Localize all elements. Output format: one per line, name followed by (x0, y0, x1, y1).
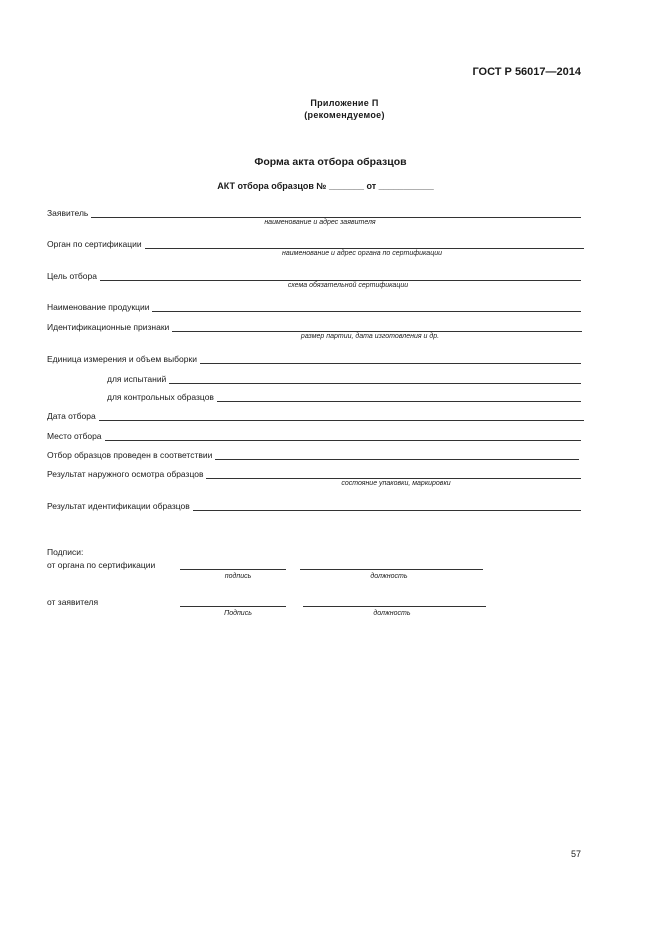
sign-line-applicant[interactable] (180, 605, 286, 607)
fill-line[interactable] (172, 322, 582, 332)
field-ident (47, 320, 582, 332)
appendix-title: Приложение П (310, 98, 379, 108)
field-label: Идентификационные признаки (47, 322, 170, 332)
fill-line[interactable] (169, 374, 581, 384)
hint-purpose: схема обязательной сертификации (287, 282, 409, 289)
fill-line[interactable] (99, 411, 584, 421)
hint-cert-body: наименование и адрес органа по сертификации (282, 250, 442, 257)
field-for-control (107, 390, 581, 402)
fill-line[interactable] (193, 501, 581, 511)
field-cert-body (47, 237, 584, 249)
sign-hint-body: подпись (224, 573, 252, 580)
appendix-note: (рекомендуемое) (304, 110, 385, 120)
field-for-tests (107, 372, 581, 384)
fill-line[interactable] (145, 239, 584, 249)
fill-line[interactable] (152, 302, 581, 312)
field-label: Наименование продукции (47, 302, 150, 312)
field-applicant (47, 206, 581, 218)
fill-line[interactable] (215, 450, 579, 460)
form-title: Форма акта отбора образцов (254, 156, 407, 168)
fill-line[interactable] (206, 469, 581, 479)
signatures-heading: Подписи: (47, 547, 84, 557)
standard-number: ГОСТ Р 56017—2014 (472, 66, 581, 78)
sign-line-body[interactable] (180, 568, 286, 570)
field-label: Место отбора (47, 431, 102, 441)
field-label: для контрольных образцов (107, 392, 214, 402)
field-label: Единица измерения и объем выборки (47, 354, 197, 364)
hint-ident: размер партии, дата изготовления и др. (300, 333, 440, 340)
field-label: Заявитель (47, 208, 89, 218)
field-label: Цель отбора (47, 271, 97, 281)
position-line-body[interactable] (300, 568, 483, 570)
page-number: 57 (570, 849, 581, 859)
field-product (47, 300, 581, 312)
field-date (47, 409, 584, 421)
fill-line[interactable] (105, 431, 581, 441)
field-place (47, 429, 581, 441)
sign-hint-applicant: Подпись (224, 610, 252, 617)
hint-applicant: наименование и адрес заявителя (264, 219, 376, 226)
fill-line[interactable] (217, 392, 581, 402)
field-label: Дата отбора (47, 411, 96, 421)
fill-line[interactable] (200, 354, 581, 364)
field-conducted (47, 448, 579, 460)
field-label: Результат идентификации образцов (47, 501, 190, 511)
field-label: Отбор образцов проведен в соответствии (47, 450, 213, 460)
field-purpose (47, 269, 581, 281)
field-unit (47, 352, 581, 364)
position-hint-body: должность (370, 573, 408, 580)
sign-label-body: от органа по сертификации (47, 560, 156, 570)
position-hint-applicant: должность (373, 610, 411, 617)
field-inspection (47, 467, 581, 479)
hint-inspection: состояние упаковки, маркировки (341, 480, 451, 487)
sign-label-applicant: от заявителя (47, 597, 99, 607)
field-label: для испытаний (107, 374, 167, 384)
field-identification (47, 499, 581, 511)
field-label: Результат наружного осмотра образцов (47, 469, 204, 479)
position-line-applicant[interactable] (303, 605, 486, 607)
fill-line[interactable] (100, 271, 581, 281)
act-line: АКТ отбора образцов № _______ от ___________ (217, 181, 434, 191)
field-label: Орган по сертификации (47, 239, 142, 249)
fill-line[interactable] (91, 208, 581, 218)
